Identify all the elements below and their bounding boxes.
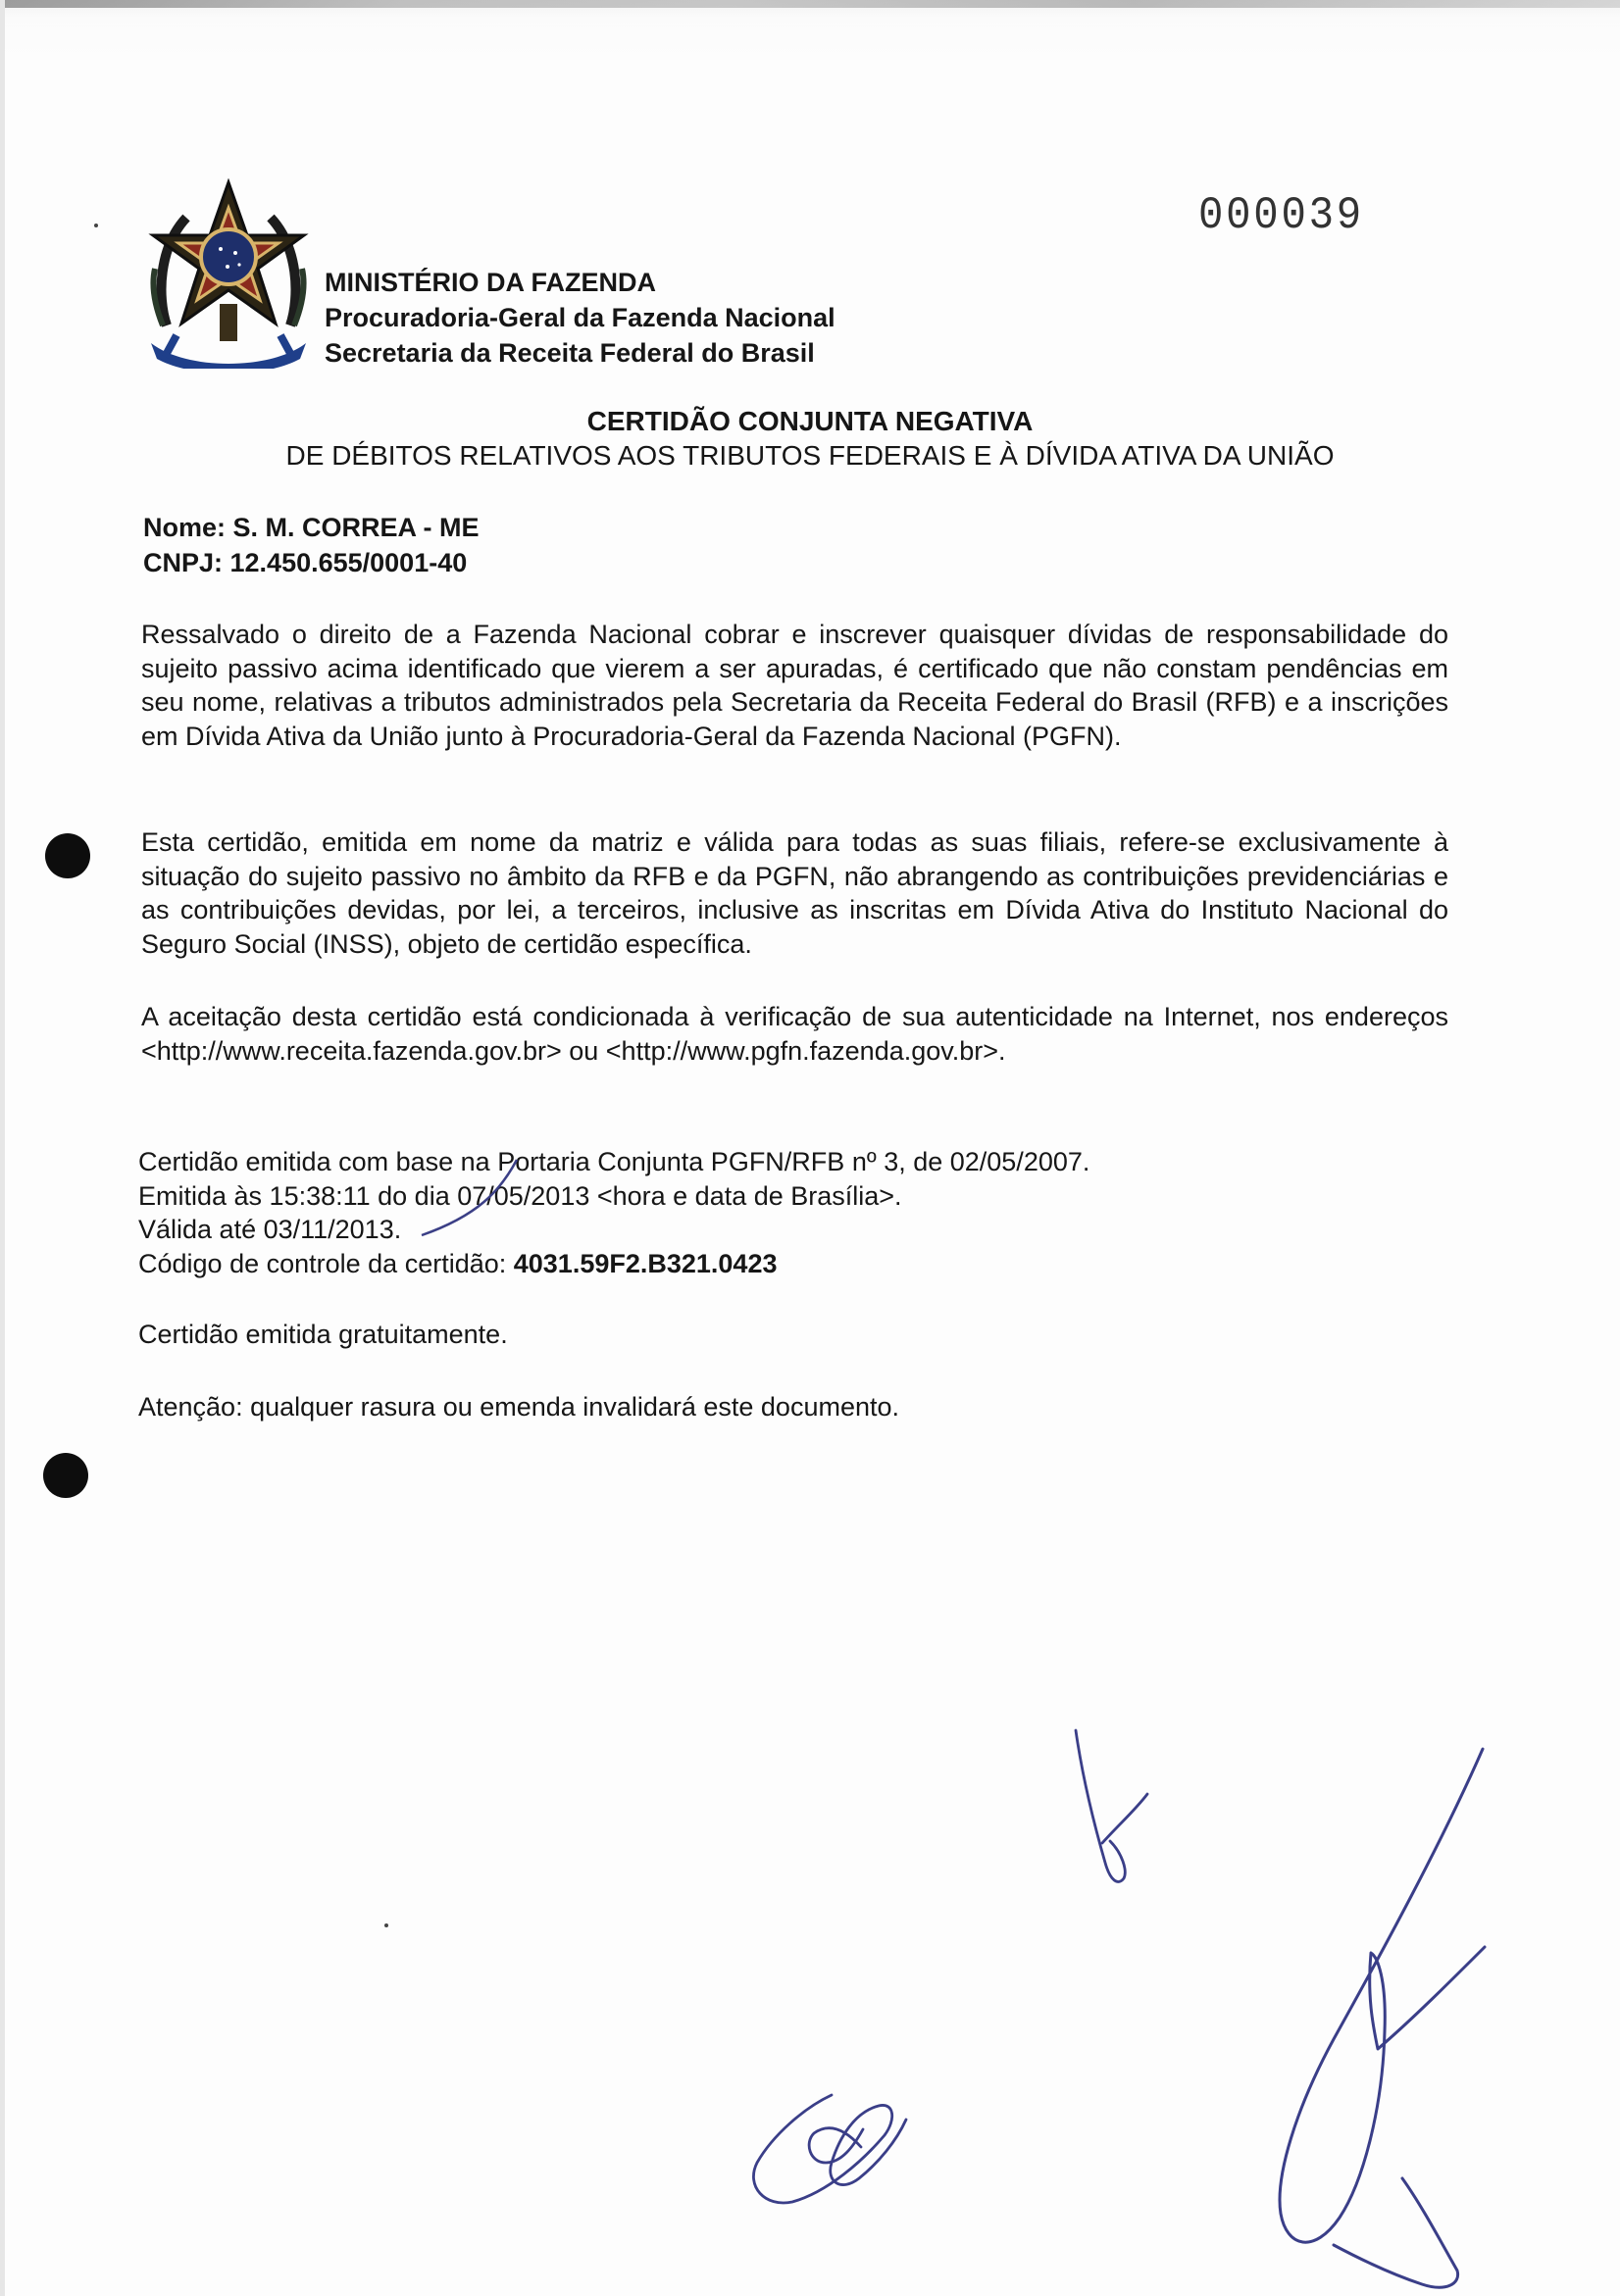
globe-star [237,263,240,266]
taxpayer-cnpj: CNPJ: 12.450.655/0001-40 [143,548,468,577]
punch-hole [45,833,90,878]
issuance-details [138,1145,1089,1280]
certificate-title: CERTIDÃO CONJUNTA NEGATIVA [586,406,1034,436]
paragraph-authenticity: A aceitação desta certidão está condicionada à verificação de sua autenticidade na Internet, nos endereços <http://www.receita.fazenda.gov.br> ou <http://www.pgfn.fazenda.gov.br>. [141,1002,1448,1066]
issuance-datetime: Emitida às 15:38:11 do dia 07/05/2013 <hora e data de Brasília>. [138,1180,902,1211]
paragraph-scope: Esta certidão, emitida em nome da matriz e válida para todas as suas filiais, refere-se exclusivamente à situação do sujeito passivo no âmbito da RFB e da PGFN, não abrangendo as contribuições previdenciárias e as contribuições devidas, por lei, a terceiros, inclusive as inscritas em Dívida Ativa do Instituto Nacional do Seguro Social (INSS), objeto de certidão específica. [141,827,1448,959]
bottom-initials-scribble [753,2095,906,2203]
procuradoria-name: Procuradoria-Geral da Fazenda Nacional [325,303,835,332]
control-code-label: Código de controle da certidão: [138,1248,514,1278]
scan-edge-shadow [0,0,1620,8]
secretaria-name: Secretaria da Receita Federal do Brasil [325,338,815,368]
control-code-value: 4031.59F2.B321.0423 [513,1248,778,1278]
globe-star [233,251,237,255]
issuer-header [325,265,835,371]
scan-left-edge [0,0,5,2296]
paragraph-ressalva: Ressalvado o direito de a Fazenda Nacional cobrar e inscrever quaisquer dívidas de responsabilidade do sujeito passivo acima identificado que vierem a ser apuradas, é certificado que não constam pendências em seu nome, relativas a tributos administrados pela Secretaria da Receita Federal do Brasil (RFB) e a inscrições em Dívida Ativa da União junto à Procuradoria-Geral da Fazenda Nacional (PGFN). [141,620,1448,751]
taxpayer-name: Nome: S. M. CORREA - ME [143,513,480,542]
scan-speck [384,1923,388,1927]
ministry-name: MINISTÉRIO DA FAZENDA [325,268,657,297]
scan-speck [94,224,98,227]
issuance-basis: Certidão emitida com base na Portaria Conjunta PGFN/RFB nº 3, de 02/05/2007. [138,1147,1090,1176]
initial-signature [1076,1730,1147,1881]
free-issuance-notice: Certidão emitida gratuitamente. [138,1320,508,1349]
sword-hilt [220,304,237,341]
long-signature [1280,1749,1485,2287]
control-code-line [138,1247,1089,1281]
page-stamp-number: 000039 [1198,190,1364,241]
validity-date: Válida até 03/11/2013. [138,1215,402,1244]
taxpayer-identification [143,510,480,580]
coat-of-arms-emblem [147,178,310,369]
certificate-subtitle: DE DÉBITOS RELATIVOS AOS TRIBUTOS FEDERAIS E À DÍVIDA ATIVA DA UNIÃO [285,440,1335,471]
ribbon-end-right [280,335,292,357]
globe-star [226,265,229,269]
globe-star [219,247,223,251]
center-globe [201,229,256,284]
ribbon-end-left [165,335,177,357]
attention-notice: Atenção: qualquer rasura ou emenda invalidará este documento. [138,1392,899,1422]
punch-hole [43,1453,88,1498]
